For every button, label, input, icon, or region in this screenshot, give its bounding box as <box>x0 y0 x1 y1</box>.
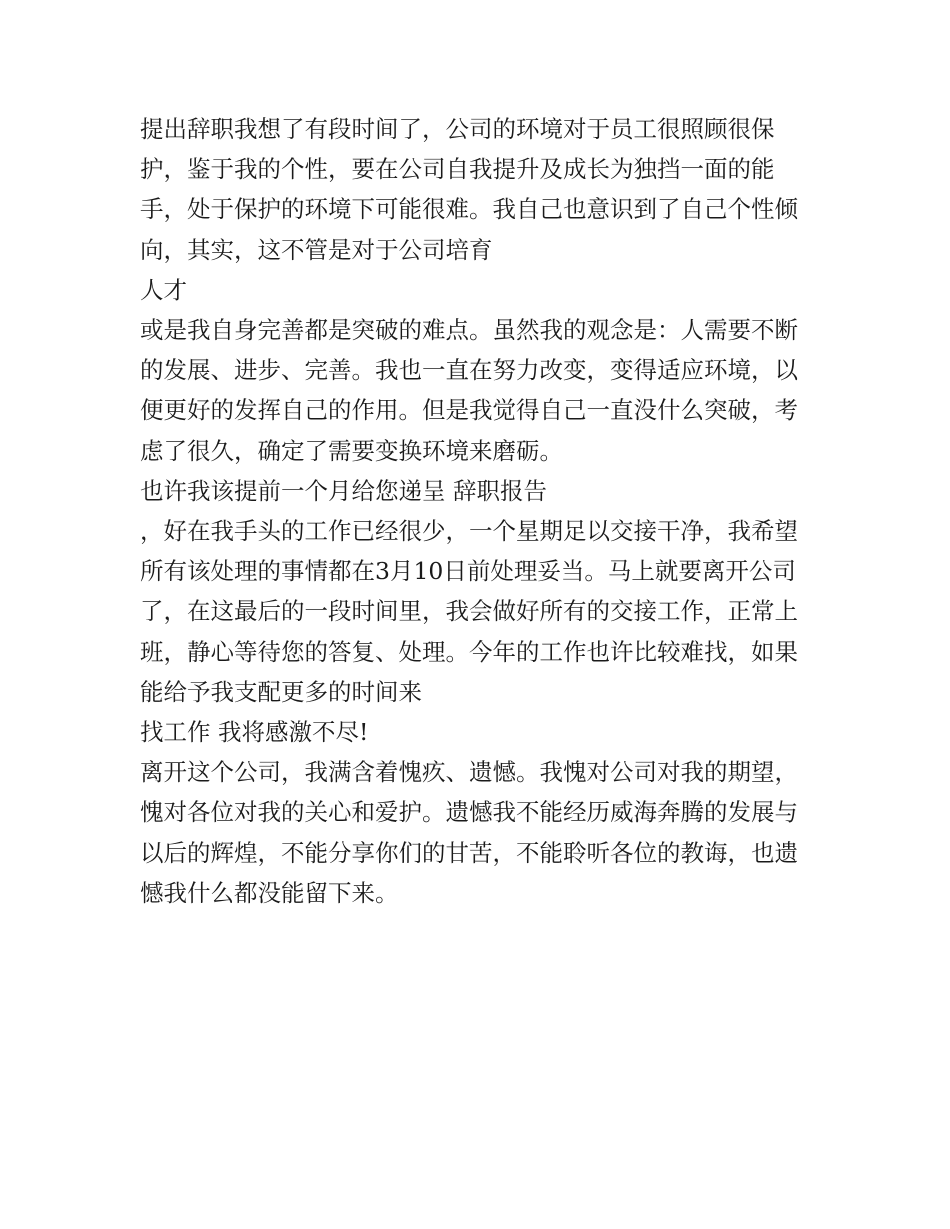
document-body <box>140 109 812 913</box>
paragraph-3: 或是我自身完善都是突破的难点。虽然我的观念是：人需要不断的发展、进步、完善。我也一直在努力改变，变得适应环境，以便更好的发挥自己的作用。但是我觉得自己一直没什么突破，考虑了很久，确定了需要变换环境来磨砺。 <box>140 316 798 465</box>
paragraph-1: 提出辞职我想了有段时间了，公司的环境对于员工很照顾很保护，鉴于我的个性，要在公司自我提升及成长为独挡一面的能手，处于保护的环境下可能很难。我自己也意识到了自己个性倾向，其实，这不管是对于公司培育 <box>140 115 798 264</box>
paragraph-2: 人才 <box>140 275 187 304</box>
paragraph-6: 找工作 我将感激不尽! <box>140 718 369 747</box>
paragraph-7: 离开这个公司，我满含着愧疚、遗憾。我愧对公司对我的期望，愧对各位对我的关心和爱护。遗憾我不能经历威海奔腾的发展与以后的辉煌，不能分享你们的甘苦，不能聆听各位的教诲，也遗憾我什么都没能留下来。 <box>140 758 798 907</box>
paragraph-5: ，好在我手头的工作已经很少，一个星期足以交接干净，我希望所有该处理的事情都在3月10日前处理妥当。马上就要离开公司了，在这最后的一段时间里，我会做好所有的交接工作，正常上班，静心等待您的答复、处理。今年的工作也许比较难找，如果能给予我支配更多的时间来 <box>140 517 798 706</box>
paragraph-4: 也许我该提前一个月给您递呈 辞职报告 <box>140 476 547 505</box>
